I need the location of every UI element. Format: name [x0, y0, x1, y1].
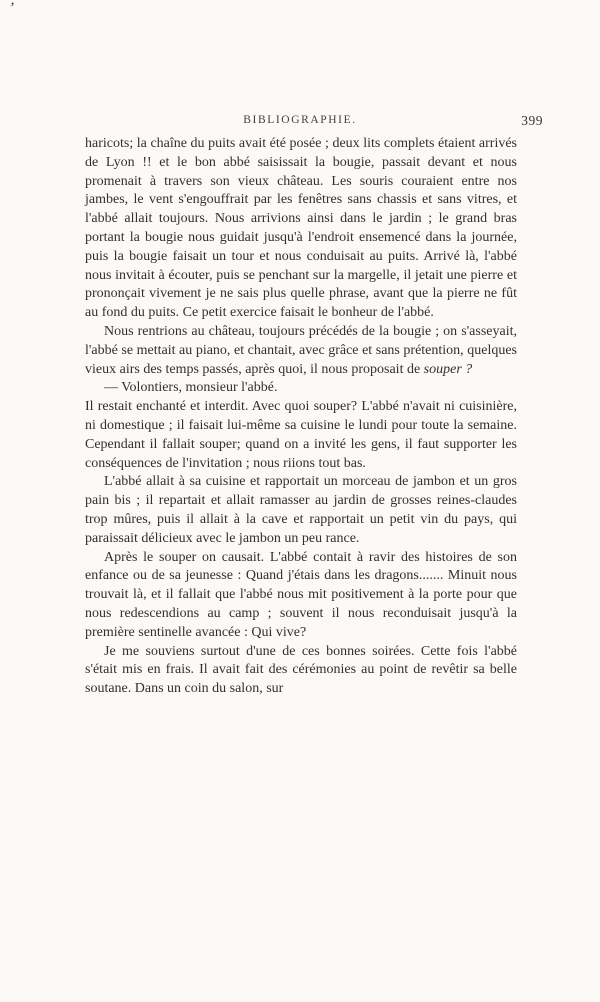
text-segment: haricots; la chaîne du puits avait été posée ; deux lits complets étaient arrivés de Lyon !! et le bon abbé saisissait la bougie, passait devant et nous promenait à travers son vieux château. Les souris couraient entre nos jambes, le vent s'engouffrait par les fenêtres sans chassis et sans vitres, et l'abbé allait toujours. Nous arrivions ainsi dans le jardin ; le grand bras portant la bougie nous guidait jusqu'à l'endroit ensemencé dans la journée, puis la bougie faisait un tour et nous conduisait au puits. Arrivé là, l'abbé nous invitait à écouter, puis se penchant sur la margelle, il jetait une pierre et prononçait vivement je ne sais plus quelle phrase, avant que la pierre ne fût au fond du puits. Ce petit exercice faisait le bonheur de l'abbé.: [85, 136, 517, 321]
text-segment-italic: souper ?: [423, 361, 473, 377]
text-body: [85, 135, 517, 699]
text-segment: Nous rentrions au château, toujours précédés de la bougie ; on s'asseyait, l'abbé se mettait au piano, et chantait, avec grâce et sans prétention, quelques vieux airs des temps passés, après quoi, il nous proposait de: [85, 323, 517, 377]
paragraph: [85, 323, 517, 379]
text-segment: Je me souviens surtout d'une de ces bonnes soirées. Cette fois l'abbé s'était mis en frais. Il avait fait des cérémonies au point de revêtir sa belle soutane. Dans un coin du salon, sur: [85, 643, 517, 697]
page-header: [85, 113, 543, 129]
text-segment: L'abbé allait à sa cuisine et rapportait un morceau de jambon et un gros pain bis ; il repartait et allait ramasser au jardin de grosses reines-claudes trop mûres, puis il allait à la cave et rapportait un petit vin du pays, qui paraissait délicieux avec le jambon un peu rance.: [85, 474, 517, 546]
running-title: BIBLIOGRAPHIE.: [243, 114, 357, 126]
text-segment: — Volontiers, monsieur l'abbé.: [104, 380, 278, 396]
paragraph: [85, 398, 517, 473]
paragraph: [85, 135, 517, 323]
paragraph: [85, 643, 517, 699]
paragraph: [85, 379, 517, 398]
page-number: 399: [521, 113, 543, 128]
paragraph: [85, 549, 517, 643]
scan-artifact: ʼ: [7, 0, 16, 18]
text-segment: Il restait enchanté et interdit. Avec quoi souper? L'abbé n'avait ni cuisinière, ni domestique ; il faisait lui-même sa cuisine le lundi pour toute la semaine. Cependant il fallait souper; quand on a invité les gens, il faut supporter les conséquences de l'invitation ; nous riions tout bas.: [85, 399, 517, 471]
paragraph: [85, 473, 517, 548]
text-segment: Après le souper on causait. L'abbé contait à ravir des histoires de son enfance ou de sa jeunesse : Quand j'étais dans les dragons....... Minuit nous trouvait là, et il fallait que l'abbé nous mit positivement à la porte pour que nous redescendions au camp ; souvent il nous reconduisait jusqu'à la première sentinelle avancée : Qui vive?: [85, 549, 517, 640]
